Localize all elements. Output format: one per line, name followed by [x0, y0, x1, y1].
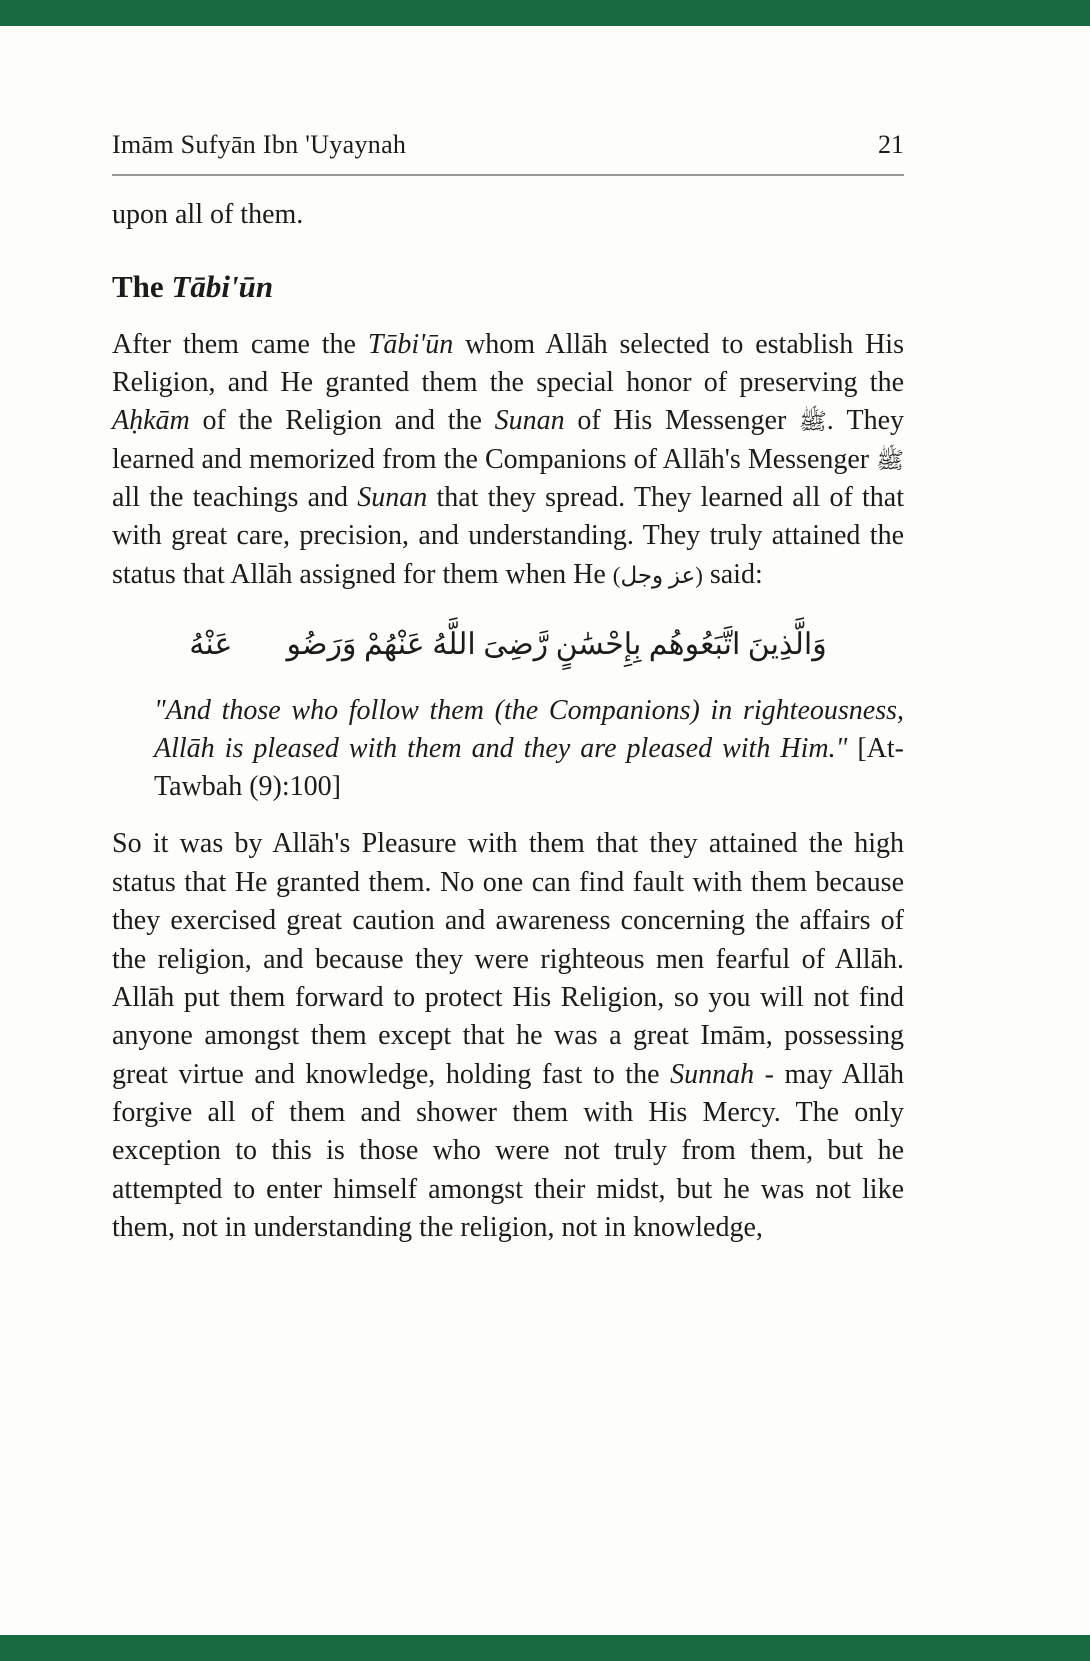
- scan-edge-bottom: [0, 1635, 1090, 1661]
- arabic-verse: ﴿وَالَّذِينَ اتَّبَعُوهُم بِإِحْسَٰنٍ رَّضِىَ اللَّهُ عَنْهُمْ وَرَضُوا۟ عَنْهُ﴾: [165, 628, 851, 662]
- book-page: [0, 26, 1090, 1635]
- scan-edge-top: [0, 0, 1090, 26]
- paragraph-pleasure: So it was by Allāh's Pleasure with them that they attained the high status that He granted them. No one can find fault with them because they exercised great caution and awareness concerning the affairs of the religion, and because they were righteous men fearful of Allāh. Allāh put them forward to protect His Religion, so you will not find anyone amongst them except that he was a great Imām, possessing great virtue and knowledge, holding fast to the Sunnah - may Allāh forgive all of them and shower them with His Mercy. The only exception to this is those who were not truly from them, but he attempted to enter himself amongst their midst, but he was not like them, not in understanding the religion, not in knowledge,: [112, 828, 904, 1244]
- continuation-line: upon all of them.: [112, 199, 304, 230]
- page-header: [112, 130, 904, 176]
- page-number: 21: [878, 130, 904, 159]
- paragraph-tabiun: After them came the Tābi'ūn whom Allāh selected to establish His Religion, and He granted them the special honor of preserving the Aḥkām of the Religion and the Sunan of His Messenger ﷺ. They learned and memorized from the Companions of Allāh's Messenger ﷺ all the teachings and Sunan that they spread. They learned all of that with great care, precision, and understanding. They truly attained the status that Allāh assigned for them when He (عز وجل) said:: [112, 328, 905, 590]
- section-heading: The Tābi'ūn: [112, 269, 274, 305]
- translation-quote: "And those who follow them (the Companions) in righteousness, Allāh is pleased with them and they are pleased with Him." [At-Tawbah (9):100]: [154, 695, 904, 802]
- running-title: Imām Sufyān Ibn 'Uyaynah: [112, 130, 407, 159]
